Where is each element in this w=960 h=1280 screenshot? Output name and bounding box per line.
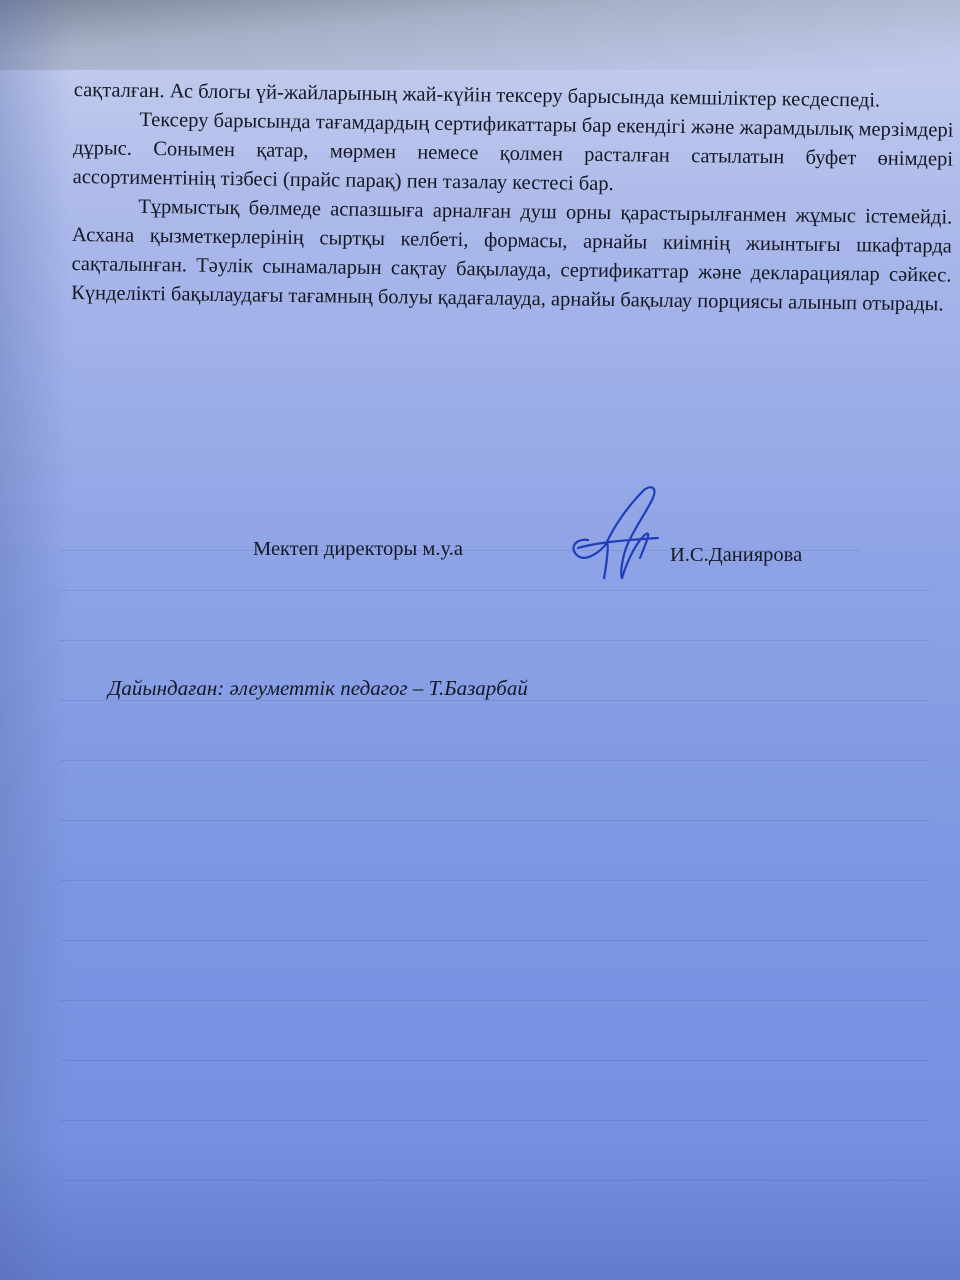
document-body xyxy=(71,76,954,319)
paragraph-3-line-4: бақылауда, сертификаттар және декларациялар сәйкес. Күнделікті бақылаудағы xyxy=(71,258,952,307)
paragraph-3-line-1: Тұрмыстық бөлмеде аспазшыға арналған душ орны қарастырылғанмен xyxy=(138,195,796,227)
paragraph-2 xyxy=(72,105,953,204)
signatory-name: И.С.Даниярова xyxy=(670,544,803,566)
paragraph-2-line-1: Тексеру барысында тағамдардың сертификаттары бар екендігі және xyxy=(139,108,740,139)
signatory-title: Мектеп директоры м.у.а xyxy=(253,538,463,560)
signature-block xyxy=(0,530,960,590)
prepared-by: Дайындаған: әлеуметтік педагог – Т.Базарбай xyxy=(108,676,528,700)
back-page-show-through xyxy=(60,490,940,1270)
paragraph-2-line-2: жарамдылық мерзімдері дұрыс. Сонымен қатар, мөрмен немесе қолмен расталған xyxy=(72,116,954,168)
paragraph-1-line-1: сақталған. Ас блогы үй-жайларының жай-күйін тексеру барысында кемшіліктер xyxy=(73,78,782,111)
paragraph-2-line-3: сатылатын буфет өнімдері ассортиментінің тізбесі (прайс парақ) пен тазалау кестесі xyxy=(72,145,954,195)
paragraph-3-line-2: жұмыс істемейді. Асхана қызметкерлерінің сыртқы келбеті, формасы, арнайы xyxy=(71,204,953,254)
page-top-edge-shadow xyxy=(0,0,960,70)
handwritten-signature-icon xyxy=(548,478,668,588)
paragraph-3-line-3: киімнің жиынтығы шкафтарда сақталынған. Тәулік сынамаларын сақтау xyxy=(71,231,952,281)
paragraph-2-line-4: бар. xyxy=(578,172,614,196)
paragraph-3 xyxy=(71,192,952,320)
paragraph-3-line-5: тағамның болуы қадағалауда, арнайы бақылау порциясы алынып отырады. xyxy=(288,284,944,316)
paragraph-1-line-2: кесдеспеді. xyxy=(781,88,881,112)
